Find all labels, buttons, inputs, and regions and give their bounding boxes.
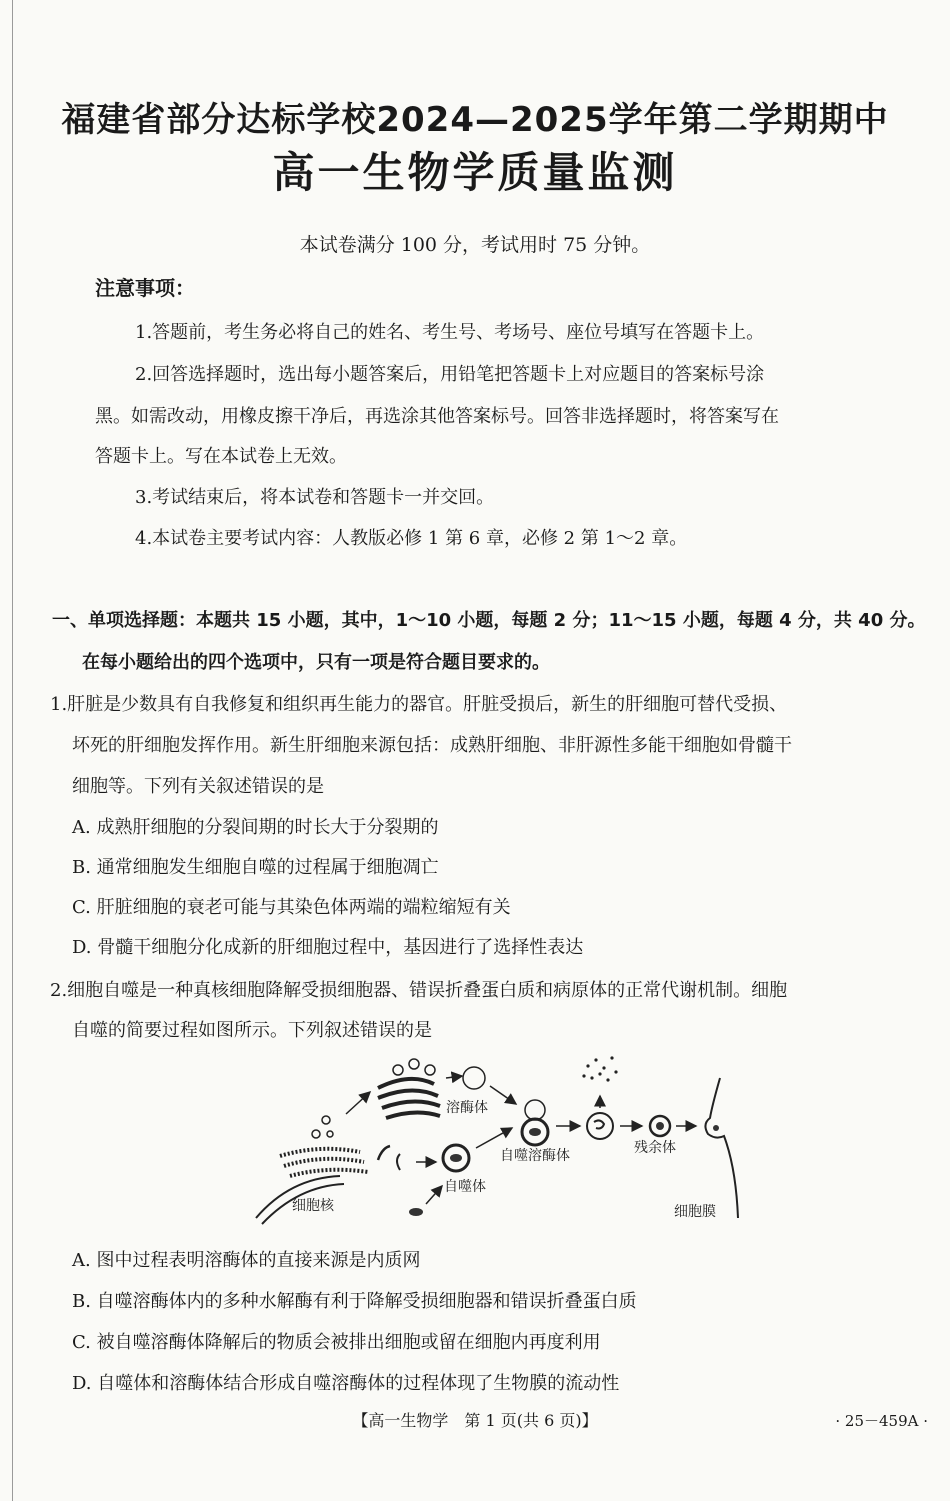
arrow-lysosome-to-autolysosome: [490, 1086, 516, 1104]
exam-title-line1: 福建省部分达标学校2024—2025学年第二学期期中: [61, 100, 889, 140]
notice-item-2-line3: 答题卡上。写在本试卷上无效。: [95, 446, 347, 467]
q2-option-d: D. 自噬体和溶酶体结合形成自噬溶酶体的过程体现了生物膜的流动性: [72, 1373, 620, 1394]
q1-option-d: D. 骨髓干细胞分化成新的肝细胞过程中，基因进行了选择性表达: [72, 937, 584, 958]
exam-info: 本试卷满分 100 分，考试用时 75 分钟。: [299, 234, 651, 256]
q2-option-a: A. 图中过程表明溶酶体的直接来源是内质网: [72, 1250, 421, 1271]
golgi-apparatus-shape: [378, 1079, 440, 1118]
exocytosed-material: [713, 1125, 719, 1131]
golgi-vesicle-1: [393, 1065, 403, 1075]
autophagy-diagram: [250, 1048, 750, 1228]
q1-option-b: B. 通常细胞发生细胞自噬的过程属于细胞凋亡: [72, 857, 439, 878]
q2-option-b: B. 自噬溶酶体内的多种水解酶有利于降解受损细胞器和错误折叠蛋白质: [72, 1291, 637, 1312]
paper-code: · 25－459A ·: [835, 1412, 928, 1430]
digesting-vesicle-shape: [587, 1113, 613, 1139]
autolysosome-top-shape: [525, 1100, 545, 1120]
cell-membrane-label: 细胞膜: [674, 1204, 716, 1220]
arrow-organelle-to-autophagosome: [426, 1186, 442, 1204]
autolysosome-label: 自噬溶酶体: [500, 1148, 570, 1164]
membrane-crescent-shape: [397, 1154, 400, 1170]
endoplasmic-reticulum-shape: [280, 1149, 368, 1176]
q1-stem-line3: 细胞等。下列有关叙述错误的是: [72, 776, 324, 797]
notice-item-2-line2: 黑。如需改动，用橡皮擦干净后，再选涂其他答案标号。回答非选择题时，将答案写在: [95, 406, 779, 427]
q1-stem-line1: 1.肝脏是少数具有自我修复和组织再生能力的器官。肝脏受损后，新生的肝细胞可替代受损、: [50, 694, 788, 715]
cell-membrane-shape: [705, 1078, 738, 1218]
autophagosome-label: 自噬体: [444, 1179, 486, 1195]
q2-stem-line1: 2.细胞自噬是一种真核细胞降解受损细胞器、错误折叠蛋白质和病原体的正常代谢机制。细胞: [50, 980, 788, 1001]
q1-option-c: C. 肝脏细胞的衰老可能与其染色体两端的端粒缩短有关: [72, 897, 511, 918]
q2-stem-line2: 自噬的简要过程如图所示。下列叙述错误的是: [72, 1020, 432, 1041]
nucleus-label: 细胞核: [292, 1198, 334, 1214]
q1-stem-line2: 坏死的肝细胞发挥作用。新生肝细胞来源包括：成熟肝细胞、非肝源性多能干细胞如骨髓干: [72, 735, 792, 756]
residual-body-core: [656, 1122, 664, 1130]
section1-heading-line2: 在每小题给出的四个选项中，只有一项是符合题目要求的。: [82, 652, 550, 673]
residual-body-label: 残余体: [634, 1140, 676, 1156]
page-footer: 【高一生物学 第 1 页(共 6 页)】: [352, 1411, 598, 1430]
autolysosome-cargo: [529, 1128, 541, 1136]
damaged-organelle-shape: [409, 1208, 423, 1216]
digesting-cargo: [594, 1120, 604, 1128]
arrow-er-to-golgi: [346, 1092, 370, 1114]
notice-item-4: 4.本试卷主要考试内容：人教版必修 1 第 6 章，必修 2 第 1～2 章。: [135, 528, 688, 549]
notice-item-3: 3.考试结束后，将本试卷和答题卡一并交回。: [135, 487, 495, 508]
autophagosome-cargo: [450, 1154, 462, 1162]
lysosome-shape: [463, 1067, 485, 1089]
section1-heading-line1: 一、单项选择题：本题共 15 小题，其中，1～10 小题，每题 2 分；11～15 小题，每题 4 分，共 40 分。: [52, 610, 926, 631]
notice-item-2-line1: 2.回答选择题时，选出每小题答案后，用铅笔把答题卡上对应题目的答案标号涂: [135, 364, 765, 385]
vesicle-small-1: [312, 1130, 320, 1138]
q2-option-c: C. 被自噬溶酶体降解后的物质会被排出细胞或留在细胞内再度利用: [72, 1332, 601, 1353]
notice-item-1: 1.答题前，考生务必将自己的姓名、考生号、考场号、座位号填写在答题卡上。: [135, 322, 765, 343]
golgi-vesicle-3: [425, 1065, 435, 1075]
vesicle-small-3: [327, 1131, 333, 1137]
released-particles: [582, 1056, 617, 1081]
phagophore-shape: [378, 1146, 390, 1160]
binding-margin-line: [12, 0, 13, 1501]
notice-heading: 注意事项：: [95, 276, 195, 300]
arrow-golgi-to-lysosome: [446, 1076, 462, 1078]
golgi-vesicle-2: [409, 1059, 419, 1069]
lysosome-label: 溶酶体: [446, 1100, 488, 1116]
arrow-autophagosome-to-autolysosome: [476, 1128, 512, 1148]
vesicle-small-2: [322, 1116, 330, 1124]
exam-title-line2: 高一生物学质量监测: [272, 148, 678, 197]
q1-option-a: A. 成熟肝细胞的分裂间期的时长大于分裂期的: [72, 817, 439, 838]
